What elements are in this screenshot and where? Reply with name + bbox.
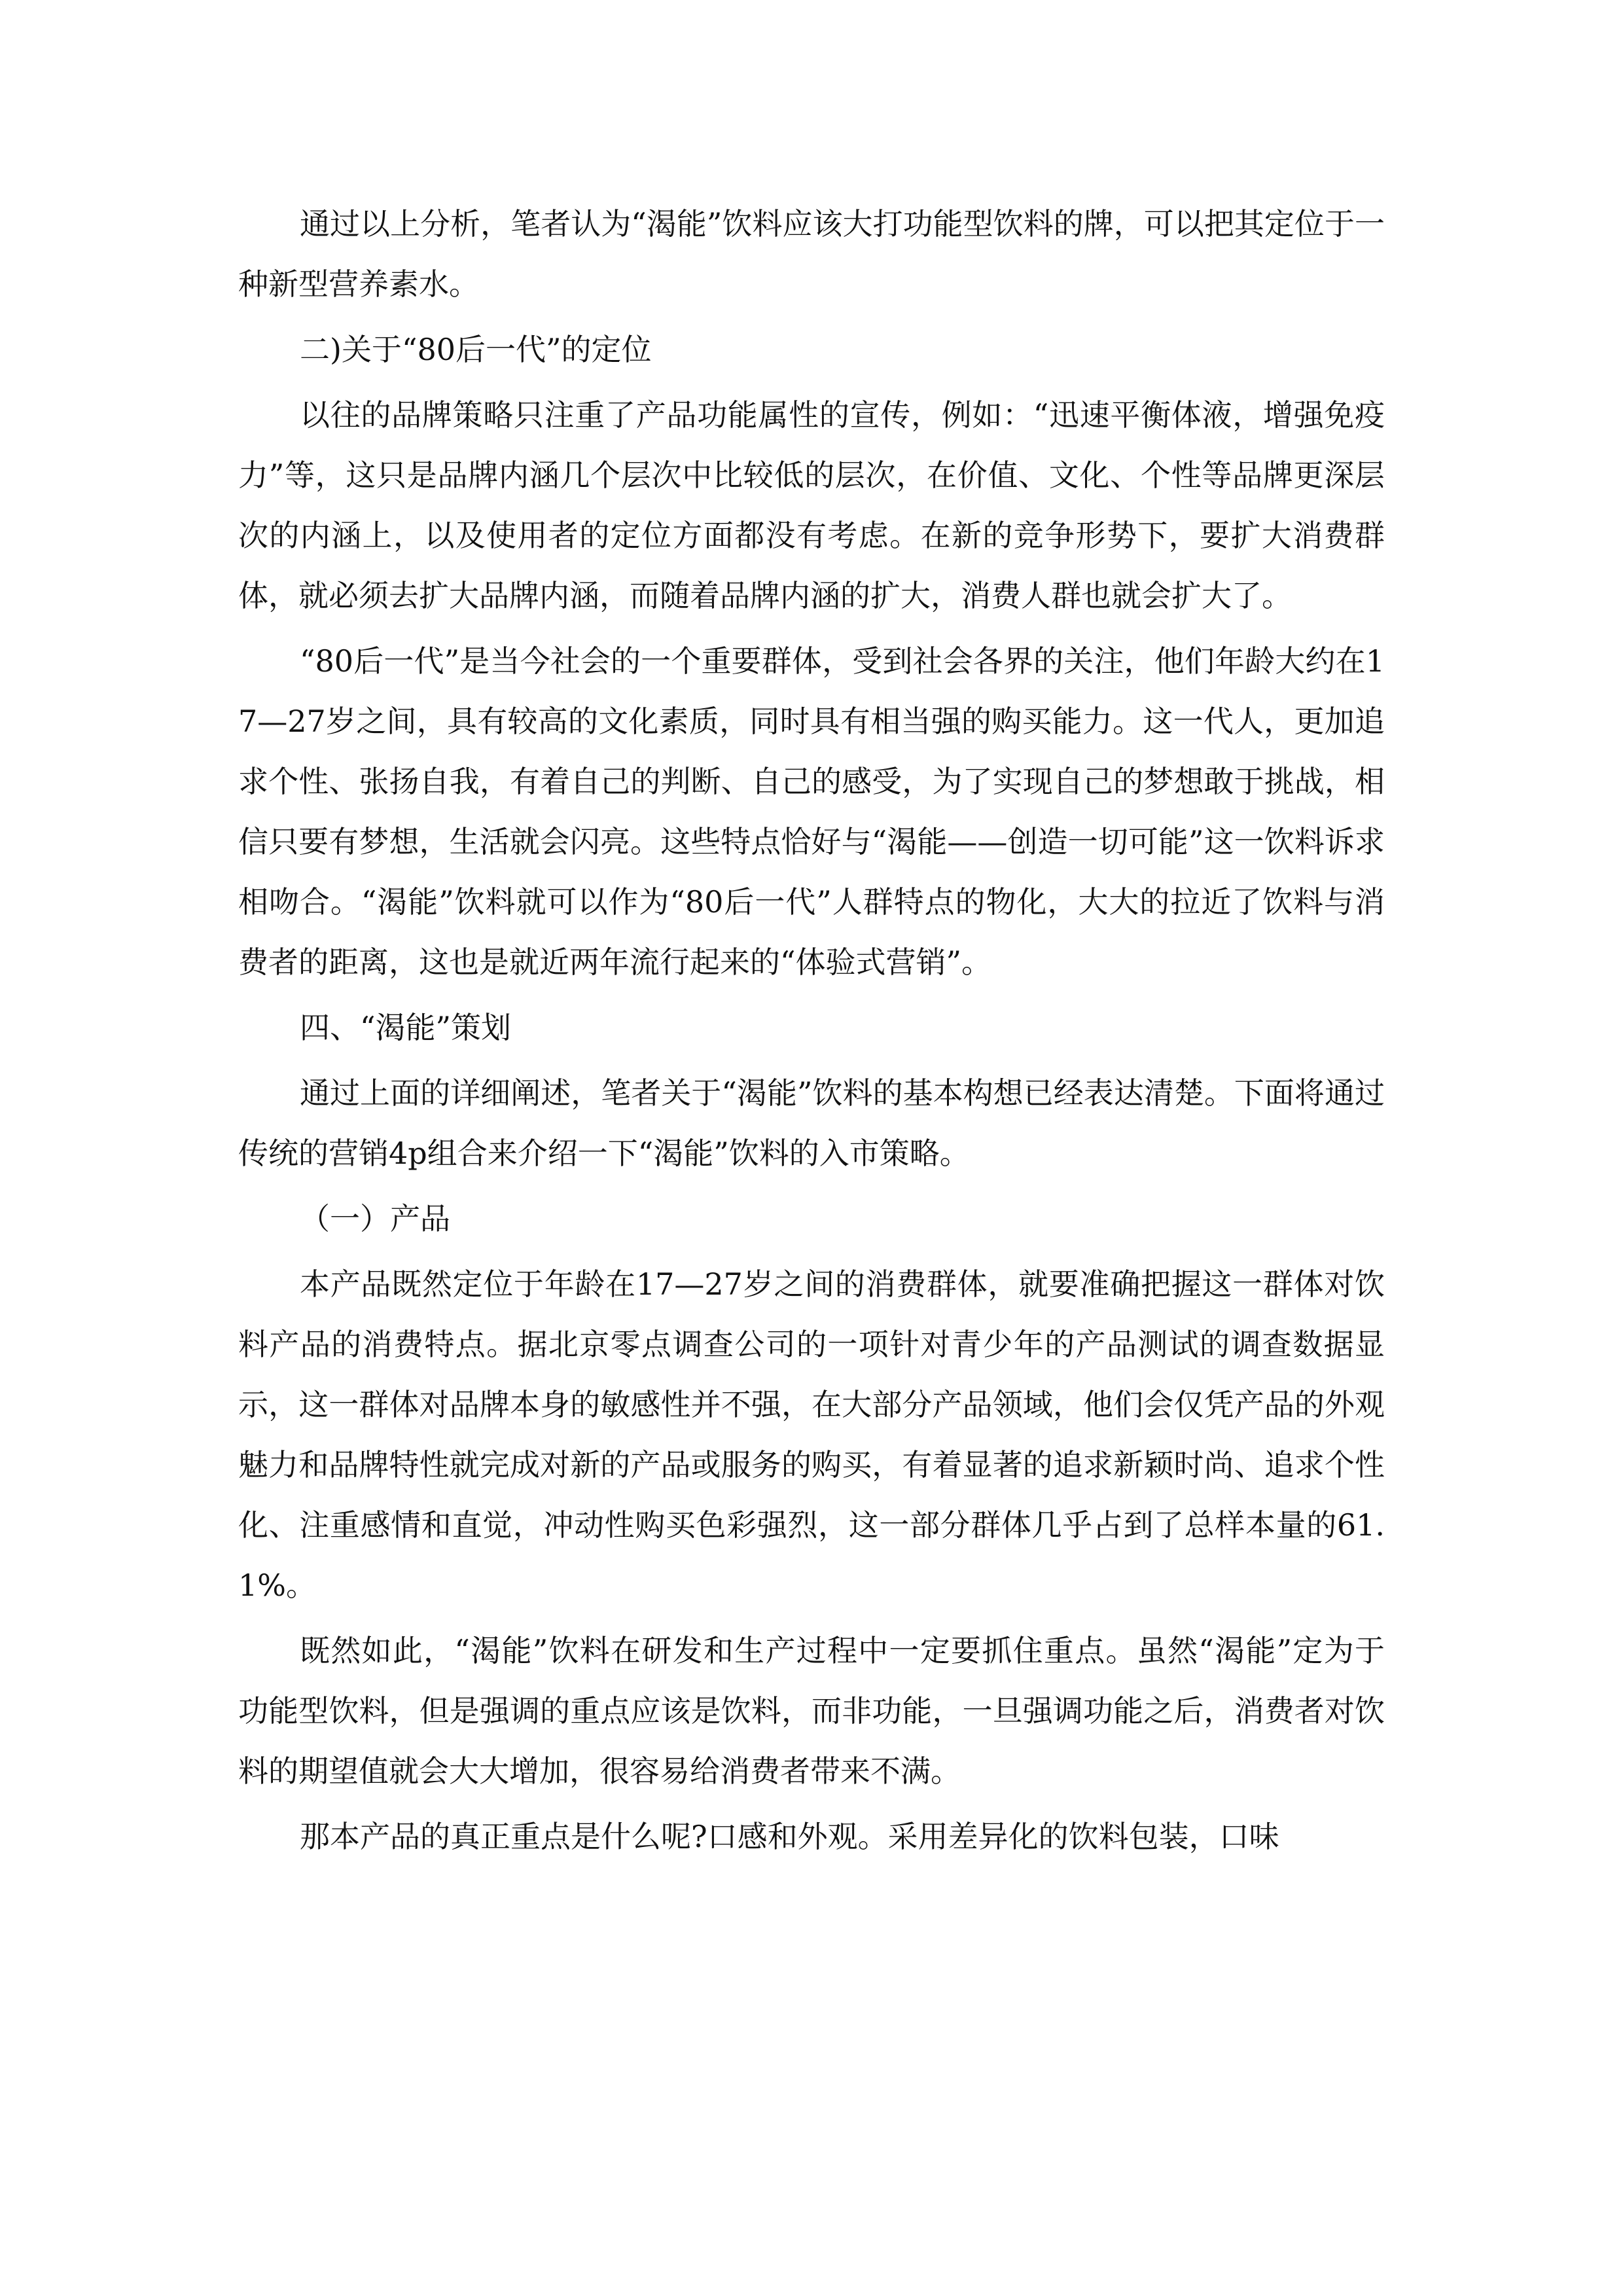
section-heading-80s-generation: 二)关于“80后一代”的定位 — [300, 332, 652, 367]
section-heading-planning: 四、“渴能”策划 — [300, 1010, 512, 1045]
paragraph-consumer-characteristics: 本产品既然定位于年龄在17—27岁之间的消费群体，就要准确把握这一群体对饮料产品的消费特点。据北京零点调查公司的一项针对青少年的产品测试的调查数据显示，这一群体对品牌本身的敏感性并不强，在大部分产品领域，他们会仅凭产品的外观魅力和品牌特性就完成对新的产品或服务的购买，有着显著的追求新颖时尚、追求个性化、注重感情和直觉，冲动性购买色彩强烈，这一部分群体几乎占到了总样本量的61.1%。 — [238, 1266, 1385, 1603]
paragraph-taste-appearance: 那本产品的真正重点是什么呢?口感和外观。采用差异化的饮料包装，口味 — [300, 1819, 1279, 1854]
document-body — [238, 194, 1385, 1867]
paragraph-80s-generation: “80后一代”是当今社会的一个重要群体，受到社会各界的关注，他们年龄大约在17—27岁之间，具有较高的文化素质，同时具有相当强的购买能力。这一代人，更加追求个性、张扬自我，有着自己的判断、自己的感受，为了实现自己的梦想敢于挑战，相信只要有梦想，生活就会闪亮。这些特点恰好与“渴能——创造一切可能”这一饮料诉求相吻合。“渴能”饮料就可以作为“80后一代”人群特点的物化，大大的拉近了饮料与消费者的距离，这也是就近两年流行起来的“体验式营销”。 — [238, 643, 1385, 980]
paragraph-product-focus: 既然如此，“渴能”饮料在研发和生产过程中一定要抓住重点。虽然“渴能”定为于功能型饮料，但是强调的重点应该是饮料，而非功能，一旦强调功能之后，消费者对饮料的期望值就会大大增加，很容易给消费者带来不满。 — [238, 1633, 1385, 1789]
paragraph-4p-intro: 通过上面的详细阐述，笔者关于“渴能”饮料的基本构想已经表达清楚。下面将通过传统的营销4p组合来介绍一下“渴能”饮料的入市策略。 — [238, 1075, 1385, 1171]
section-heading-product: （一）产品 — [300, 1201, 450, 1236]
paragraph-positioning-conclusion: 通过以上分析，笔者认为“渴能”饮料应该大打功能型饮料的牌，可以把其定位于一种新型营养素水。 — [238, 206, 1385, 302]
paragraph-brand-strategy: 以往的品牌策略只注重了产品功能属性的宣传，例如：“迅速平衡体液，增强免疫力”等，这只是品牌内涵几个层次中比较低的层次，在价值、文化、个性等品牌更深层次的内涵上，以及使用者的定位方面都没有考虑。在新的竞争形势下，要扩大消费群体，就必须去扩大品牌内涵，而随着品牌内涵的扩大，消费人群也就会扩大了。 — [238, 397, 1385, 613]
